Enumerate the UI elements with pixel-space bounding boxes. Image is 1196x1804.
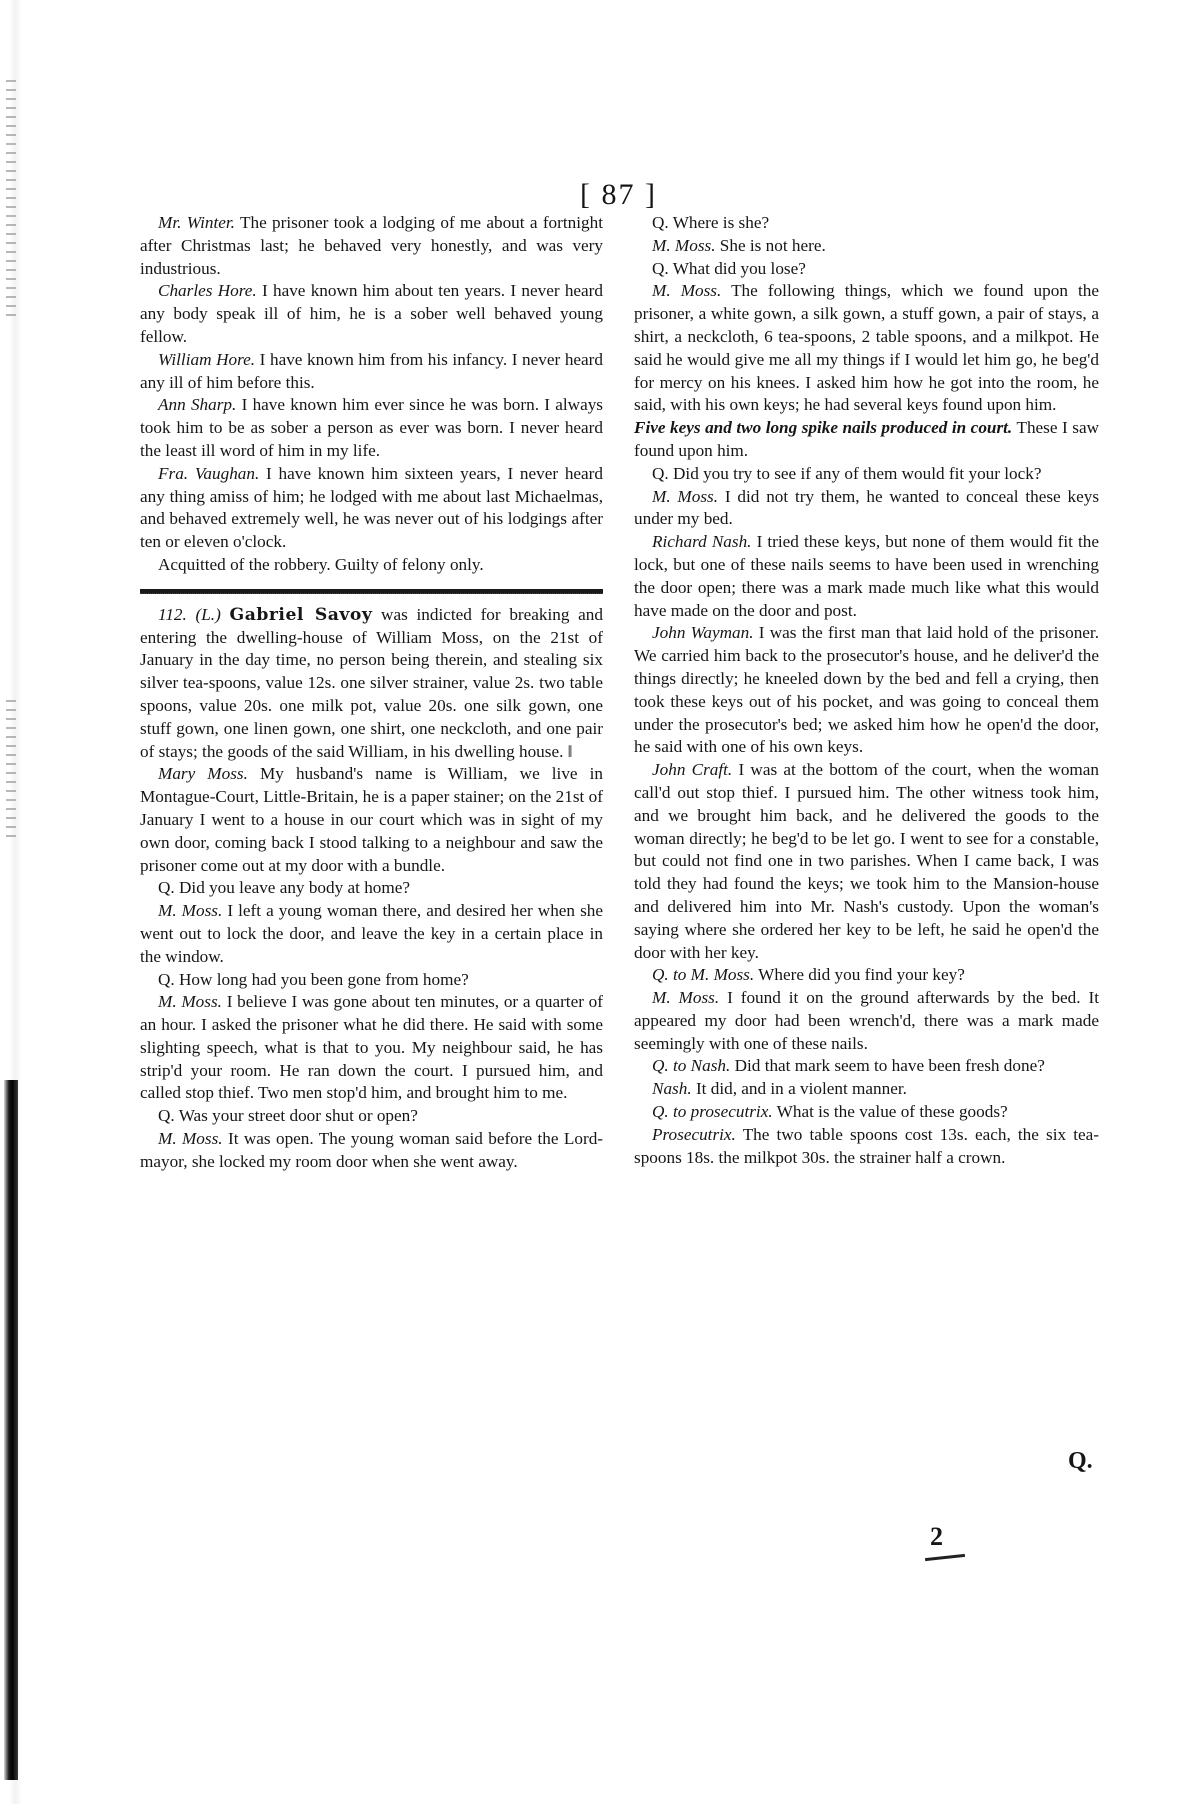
- question: [634, 1055, 1099, 1078]
- indictment-paragraph: [140, 604, 603, 764]
- question-text: What is the value of these goods?: [776, 1102, 1008, 1122]
- testimony-text: I was the first man that laid hold of the prisoner. We carried him back to the prosecutor's house, and he deliver'd the things directly; he kneeled down by the bed and fell a crying, then took these keys out of his pocket, and was going to conceal them under the prosecutor's bed; we asked him how he open'd the door, he said with one of his own keys.: [634, 623, 1099, 757]
- testimony-paragraph: [634, 759, 1099, 964]
- testimony-paragraph: [140, 1128, 603, 1174]
- page-number: [ 87 ]: [580, 178, 657, 211]
- scan-edge-specks: [6, 700, 16, 840]
- scan-edge-specks: [6, 80, 16, 320]
- speaker-name: M. Moss.: [652, 486, 719, 506]
- signature-underline: [925, 1554, 965, 1561]
- right-column: [634, 212, 1099, 1169]
- testimony-text: The prisoner took a lodging of me about a fortnight after Christmas last; he behaved very honestly, and was very industrious.: [140, 213, 603, 278]
- testimony-paragraph: [140, 280, 603, 348]
- question: [140, 877, 603, 900]
- speaker-name: Prosecutrix.: [652, 1124, 736, 1144]
- testimony-text: It did, and in a violent manner.: [695, 1079, 907, 1099]
- testimony-text: The following things, which we found upon the prisoner, a white gown, a silk gown, a stuff gown, a pair of stays, a shirt, a neckcloth, 6 tea-spoons, 2 table spoons, and a milkpot. He said he would give me all my things if I would let him go, he beg'd for mercy on his knees. I asked him how he got into the room, he said, with his own keys; he had several keys found upon him.: [634, 281, 1099, 415]
- scan-edge-shadow: [4, 1080, 18, 1780]
- question: [634, 463, 1099, 486]
- testimony-paragraph: [634, 622, 1099, 759]
- testimony-text: I have known him sixteen years, I never heard any thing amiss of him; he lodged with me about last Michaelmas, and behaved extremely well, he was never out of his lodgings after ten or eleven o'clock.: [140, 463, 604, 552]
- speaker-name: M. Moss.: [652, 281, 722, 301]
- question: [634, 212, 1099, 235]
- question: [634, 1101, 1099, 1124]
- testimony-paragraph: [140, 212, 603, 280]
- question: [140, 1105, 603, 1128]
- testimony-text: It was open. The young woman said before the Lord-mayor, she locked my room door when she went away.: [140, 1129, 604, 1171]
- question-text: Q. Did you leave any body at home?: [158, 878, 411, 898]
- testimony-text: I found it on the ground afterwards by the bed. It appeared my door had been wrench'd, there was a mark made seemingly with one of these nails.: [634, 988, 1100, 1053]
- case-number: 112. (L.): [158, 604, 221, 624]
- question-target: Q. to Nash.: [652, 1056, 731, 1076]
- testimony-text: I have known him from his infancy. I never heard any ill of him before this.: [140, 349, 603, 392]
- question-target: Q. to prosecutrix.: [652, 1102, 773, 1122]
- speaker-name: M. Moss.: [652, 235, 716, 255]
- testimony-paragraph: [634, 531, 1099, 622]
- speaker-name: John Wayman.: [652, 623, 754, 643]
- speaker-name: M. Moss.: [158, 901, 223, 921]
- speaker-name: Nash.: [652, 1079, 692, 1099]
- signature-mark: 2: [930, 1522, 943, 1551]
- question-text: Did that mark seem to have been fresh done?: [734, 1056, 1045, 1076]
- testimony-text: I left a young woman there, and desired her when she went out to lock the door, and leave the key in a certain place in the window.: [140, 901, 603, 966]
- exhibit-note: Five keys and two long spike nails produced in court.: [634, 418, 1013, 438]
- question: [634, 964, 1099, 987]
- speaker-name: M. Moss.: [158, 1129, 223, 1149]
- testimony-text: I was at the bottom of the court, when the woman call'd out stop thief. I pursued him. The other witness took him, and we brought him back, and he delivered the goods to the woman directly; he beg'd to be let go. I went to see for a constable, but could not find one in two parishes. When I came back, I was told they had found the keys; we took him to the Mansion-house and delivered him into Mr. Nash's custody. Upon the woman's saying where she ordered her key to be left, he said he open'd the door with her key.: [634, 760, 1100, 962]
- testimony-text: I have known him ever since he was born. I always took him to be as sober a person as ever was born. I never heard the least ill word of him in my life.: [140, 395, 603, 460]
- catchword: Q.: [1068, 1448, 1093, 1474]
- testimony-paragraph: [140, 463, 603, 554]
- question-text: Q. Where is she?: [652, 213, 770, 232]
- question: [140, 969, 603, 992]
- question-text: Q. Was your street door shut or open?: [158, 1106, 418, 1126]
- speaker-name: M. Moss.: [652, 988, 720, 1008]
- testimony-text: She is not here.: [719, 235, 826, 255]
- left-column: [140, 212, 603, 1174]
- testimony-text: The two table spoons cost 13s. each, the six tea-spoons 18s. the milkpot 30s. the strainer half a crown.: [634, 1124, 1099, 1167]
- question-text: Q. What did you lose?: [652, 258, 806, 278]
- defendant-name: Gabriel Savoy: [229, 604, 373, 625]
- speaker-name: Richard Nash.: [652, 532, 752, 552]
- speaker-name: M. Moss.: [158, 992, 222, 1012]
- testimony-text: These I saw found upon him.: [634, 418, 1099, 460]
- indictment-text: was indicted for breaking and entering the dwelling-house of William Moss, on the 21st of January in the day time, no person being therein, and stealing six silver tea-spoons, value 12s. one silver strainer, value 2s. two table spoons, value 20s. one milk pot, value 20s. one silk gown, one stuff gown, one linen gown, one shirt, one neckcloth, and one pair of stays; the goods of the said William, in his dwelling house. ‖: [140, 604, 603, 761]
- testimony-paragraph: [634, 1124, 1099, 1170]
- testimony-paragraph: [634, 1078, 1099, 1101]
- stage-direction: [634, 417, 1099, 463]
- question-text: Where did you find your key?: [758, 965, 965, 985]
- speaker-name: Ann Sharp.: [158, 395, 237, 415]
- testimony-paragraph: [634, 235, 1099, 258]
- speaker-name: John Craft.: [652, 760, 733, 780]
- verdict-text: Acquitted of the robbery. Guilty of felony only.: [158, 554, 484, 574]
- testimony-text: I tried these keys, but none of them would fit the lock, but one of these nails seems to have been used in wrenching the door open; there was a mark made much like what this would have made on the door and post.: [634, 532, 1100, 620]
- testimony-text: I have known him about ten years. I never heard any body speak ill of him, he is a sober well behaved young fellow.: [140, 281, 603, 346]
- speaker-name: William Hore.: [158, 349, 256, 369]
- testimony-text: My husband's name is William, we live in Montague-Court, Little-Britain, he is a paper stainer; on the 21st of January I went to a house in our court which was in sight of my own door, coming back I stood talking to a neighbour and saw the prisoner come out at my door with a bundle.: [140, 764, 604, 875]
- testimony-text: I did not try them, he wanted to conceal these keys under my bed.: [634, 486, 1100, 529]
- testimony-paragraph: [140, 991, 603, 1105]
- question: [634, 258, 1099, 281]
- testimony-paragraph: [634, 486, 1099, 532]
- testimony-paragraph: [140, 763, 603, 877]
- testimony-paragraph: [634, 987, 1099, 1055]
- testimony-paragraph: [634, 280, 1099, 417]
- question-text: Q. Did you try to see if any of them would fit your lock?: [652, 463, 1042, 483]
- speaker-name: Mary Moss.: [158, 764, 248, 784]
- testimony-text: I believe I was gone about ten minutes, or a quarter of an hour. I asked the prisoner what he did there. He said with some slighting speech, what is that to you. My neighbour said, he has strip'd your room. He ran down the court. I pursued him, and called stop thief. Two men stop'd him, and brought him to me.: [140, 992, 603, 1103]
- case-separator: [140, 589, 603, 594]
- question-text: Q. How long had you been gone from home?: [158, 969, 469, 989]
- speaker-name: Charles Hore.: [158, 281, 257, 301]
- testimony-paragraph: [140, 900, 603, 968]
- verdict: [140, 554, 603, 577]
- speaker-name: Fra. Vaughan.: [158, 463, 260, 483]
- testimony-paragraph: [140, 349, 603, 395]
- testimony-paragraph: [140, 394, 603, 462]
- question-target: Q. to M. Moss.: [652, 965, 755, 985]
- speaker-name: Mr. Winter.: [158, 213, 235, 232]
